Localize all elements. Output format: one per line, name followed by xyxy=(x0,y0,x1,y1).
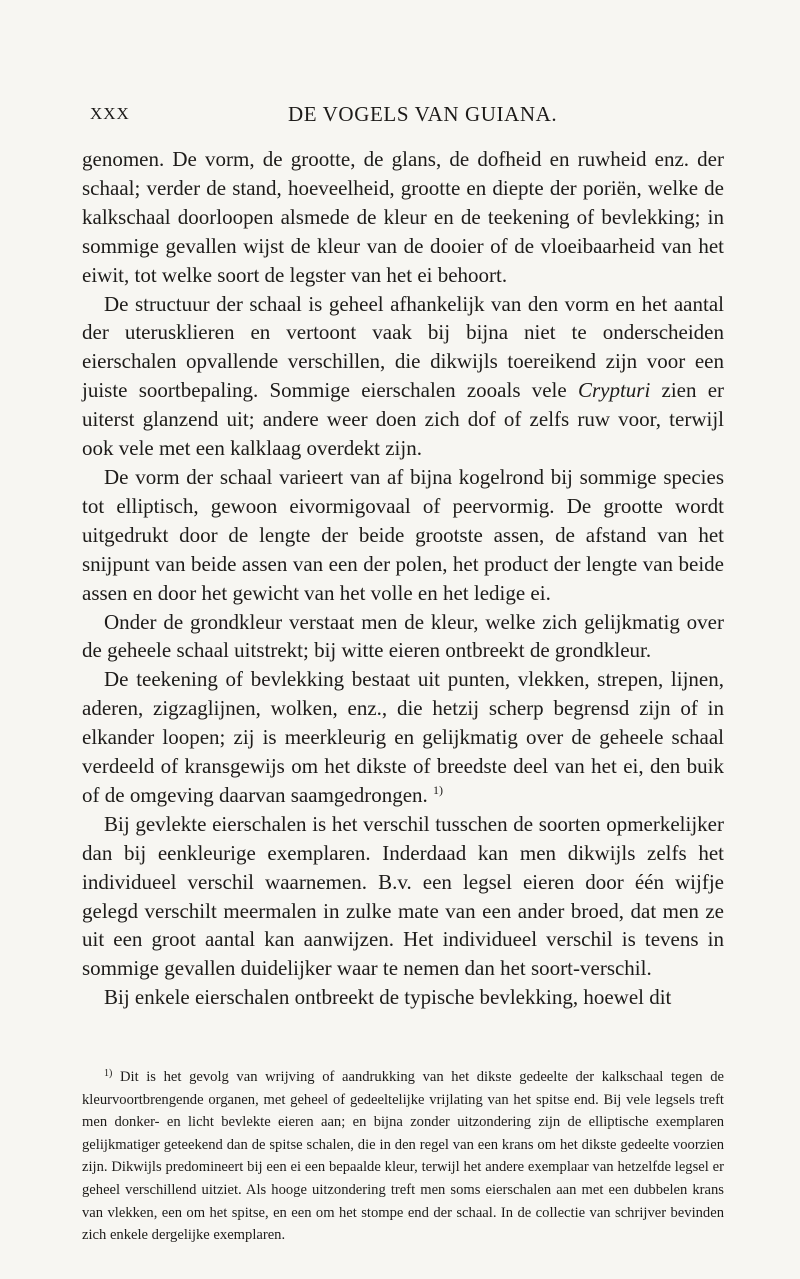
footnotes xyxy=(82,1066,724,1247)
page-number: XXX xyxy=(90,104,130,123)
paragraph xyxy=(82,463,724,608)
paragraph-text: genomen. De vorm, de grootte, de glans, de dofheid en ruwheid enz. der schaal; verder de stand, hoeveelheid, grootte en diepte der poriën, welke de kalkschaal doorloopen alsmede de kleur en de teekening of bevlekking; in sommige gevallen wijst de kleur van de dooier of de vloeibaarheid van het eiwit, tot welke soort de legster van het ei behoort. xyxy=(82,147,724,287)
paragraph xyxy=(82,608,724,666)
paragraph xyxy=(82,665,724,810)
paragraph-text: De teekening of bevlekking bestaat uit punten, vlekken, strepen, lijnen, aderen, zigzaglijnen, wolken, enz., die hetzij scherp begrensd zijn of in elkander loopen; zij is meerkleurig en gelijkmatig over de geheele schaal verdeeld of kransgewijs om het dikste of breedste deel van het ei, den buik of de omgeving daarvan saamgedrongen. xyxy=(82,667,724,807)
paragraph xyxy=(82,810,724,983)
footnote-mark: 1) xyxy=(104,1068,113,1079)
italic-term: Crypturi xyxy=(577,378,651,403)
footnote-divider xyxy=(84,1055,184,1056)
paragraph-text: De structuur der schaal is geheel afhankelijk van den vorm en het aantal der uterusklieren en vertoont vaak bij bijna niet te onderscheiden eierschalen opvallende verschillen, die dikwijls toereikend zijn voor een juiste soortbepaling. Sommige eierschalen zooals vele xyxy=(82,291,724,403)
paragraph-text: Bij gevlekte eierschalen is het verschil tusschen de soorten opmerkelijker dan bij eenkleurige exemplaren. Inderdaad kan men dikwijls zelfs het individueel verschil waarnemen. B.v. een legsel eieren door één wijfje gelegd verschilt meermalen in zulke mate van een ander broed, dat men ze uit een groot aantal kan aanwijzen. Het individueel verschil is tevens in sommige gevallen duidelijker waar te nemen dan het soort-verschil. xyxy=(82,811,724,981)
footnote-text: Dit is het gevolg van wrijving of aandrukking van het dikste gedeelte der kalkschaal tegen de kleurvoortbrengende organen, met geheel of gedeeltelijke vrijlating van het spitse end. Bij vele legsels treft men donker- en licht bevlekte eieren aan; en bijna zonder uitzondering zijn de elliptische exemplaren gelijkmatiger geteekend dan de spitse schalen, die in den regel van een krans om het dikste gedeelte voorzien zijn. Dikwijls predomineert bij een ei een bepaalde kleur, terwijl het andere exemplaar van hetzelfde legsel er geheel verschillend uitziet. Als hooge uitzondering treft men soms eierschalen aan met een dubbelen krans van vlekken, een om het spitse, en een om het stompe end der schaal. In de collectie van schrijver bevinden zich enkele dergelijke exemplaren. xyxy=(82,1069,724,1244)
paragraph xyxy=(82,145,724,290)
footnote-reference[interactable]: 1) xyxy=(433,782,444,797)
paragraph-text: Onder de grondkleur verstaat men de kleur, welke zich gelijkmatig over de geheele schaal uitstrekt; bij witte eieren ontbreekt de grondkleur. xyxy=(82,609,724,663)
paragraph-text: Bij enkele eierschalen ontbreekt de typische bevlekking, hoewel dit xyxy=(104,985,672,1010)
running-header xyxy=(82,102,724,128)
main-text xyxy=(82,145,724,1012)
running-title: DE VOGELS VAN GUIANA. xyxy=(288,102,558,126)
paragraph-text: De vorm der schaal varieert van af bijna kogelrond bij sommige species tot elliptisch, gewoon eivormigovaal of peervormig. De grootte wordt uitgedrukt door de lengte der beide grootste assen, de afstand van het snijpunt van beide assen van een der polen, het product der lengte van beide assen en door het gewicht van het volle en het ledige ei. xyxy=(82,464,724,605)
paragraph-text: zien er uiterst glanzend uit; andere weer doen zich dof of zelfs ruw voor, terwijl ook vele met een kalklaag overdekt zijn. xyxy=(82,378,725,461)
paragraph xyxy=(82,290,724,463)
paragraph xyxy=(82,983,724,1012)
footnote xyxy=(82,1066,724,1247)
